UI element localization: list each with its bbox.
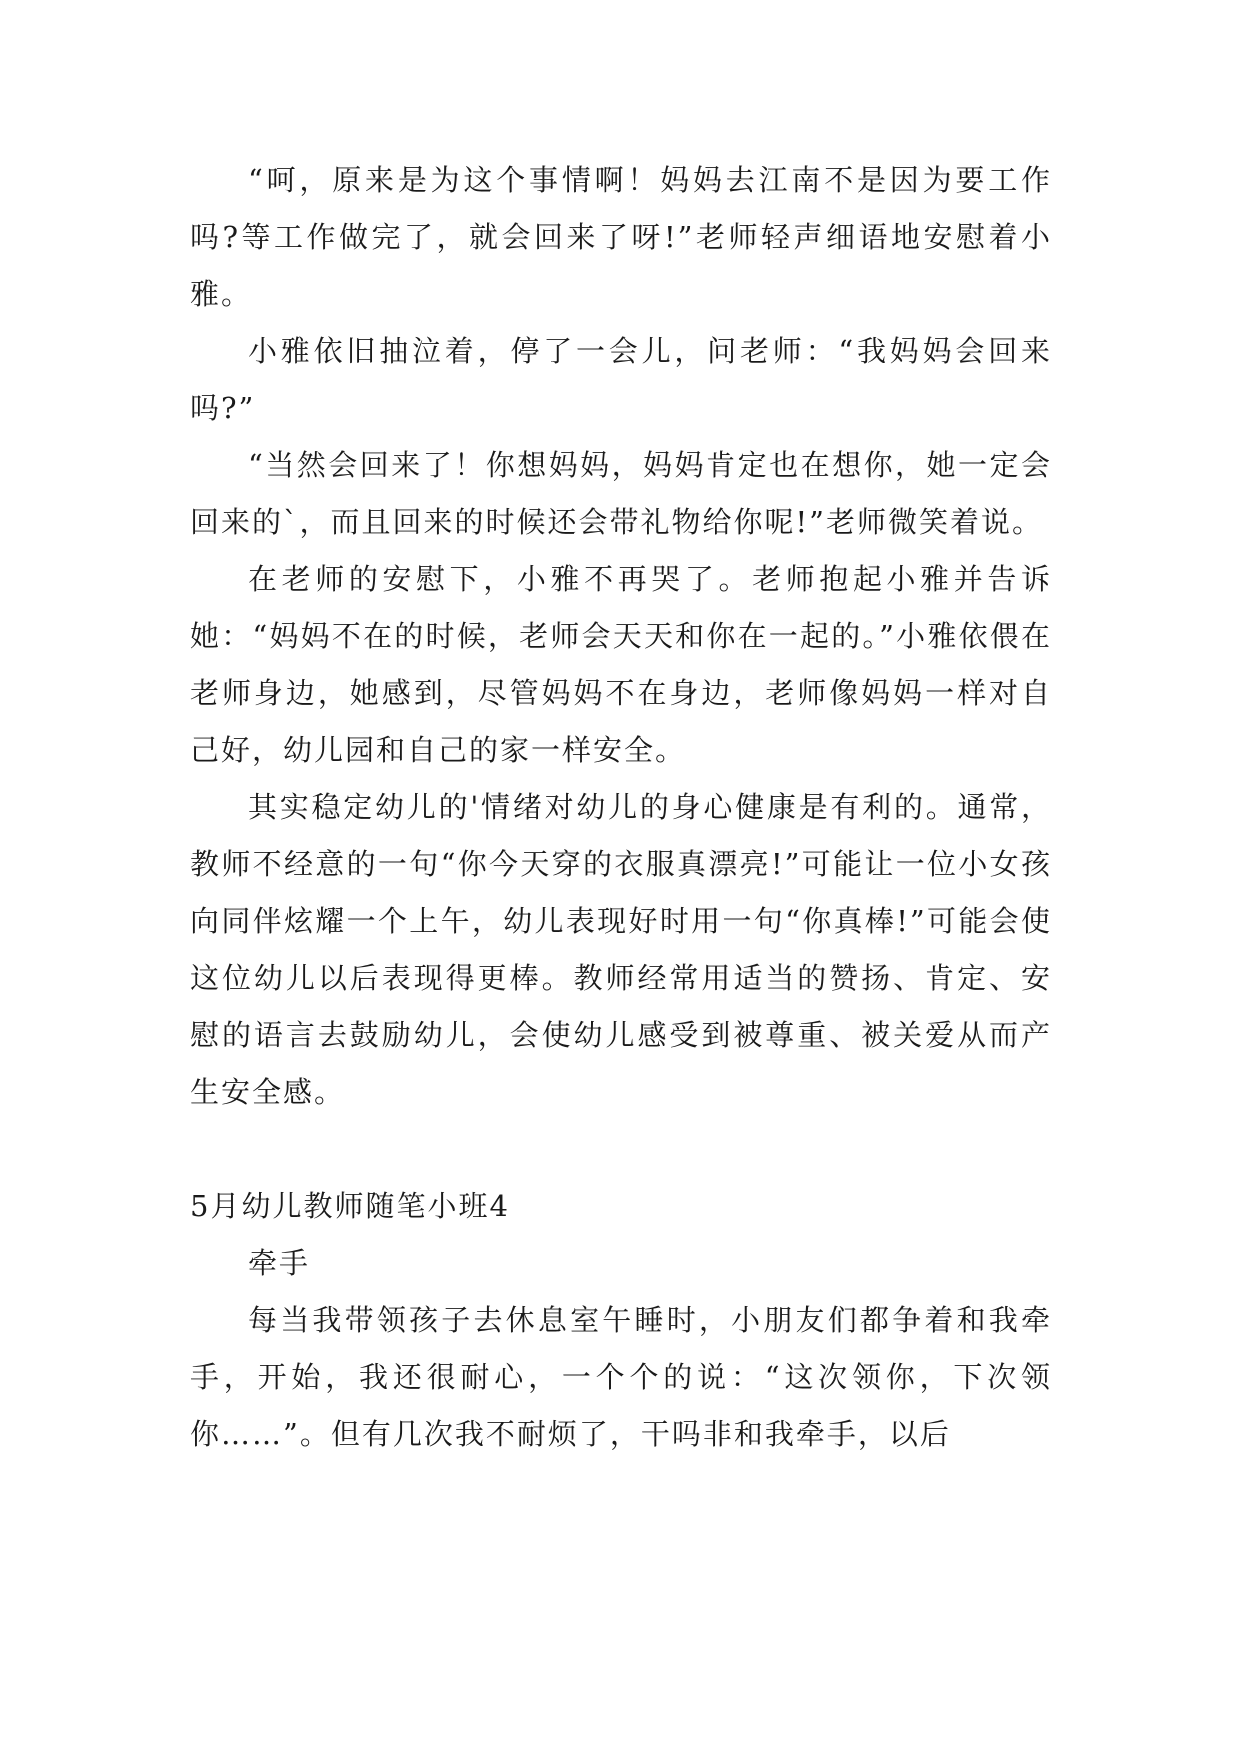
paragraph-2: 小雅依旧抽泣着，停了一会儿，问老师：“我妈妈会回来吗?” [190, 334, 1052, 425]
document-body [190, 152, 1052, 1463]
paragraph-4: 在老师的安慰下，小雅不再哭了。老师抱起小雅并告诉她：“妈妈不在的时候，老师会天天和你在一起的。”小雅依偎在老师身边，她感到，尽管妈妈不在身边，老师像妈妈一样对自己好，幼儿园和自己的家一样安全。 [190, 562, 1052, 767]
section-spacer [190, 1121, 1052, 1178]
paragraph-6: 每当我带领孩子去休息室午睡时，小朋友们都争着和我牵手，开始，我还很耐心，一个个的说：“这次领你，下次领你……”。但有几次我不耐烦了，干吗非和我牵手，以后 [190, 1303, 1052, 1451]
section-subtitle: 牵手 [248, 1246, 311, 1280]
paragraph-1: “呵，原来是为这个事情啊！妈妈去江南不是因为要工作吗?等工作做完了，就会回来了呀!”老师轻声细语地安慰着小雅。 [190, 163, 1052, 311]
section-heading: 5月幼儿教师随笔小班4 [190, 1189, 510, 1223]
paragraph-5: 其实稳定幼儿的'情绪对幼儿的身心健康是有利的。通常，教师不经意的一句“你今天穿的衣服真漂亮!”可能让一位小女孩向同伴炫耀一个上午，幼儿表现好时用一句“你真棒!”可能会使这位幼儿以后表现得更棒。教师经常用适当的赞扬、肯定、安慰的语言去鼓励幼儿，会使幼儿感受到被尊重、被关爱从而产生安全感。 [190, 790, 1052, 1109]
paragraph-3: “当然会回来了！你想妈妈，妈妈肯定也在想你，她一定会回来的`，而且回来的时候还会带礼物给你呢!”老师微笑着说。 [190, 448, 1052, 539]
